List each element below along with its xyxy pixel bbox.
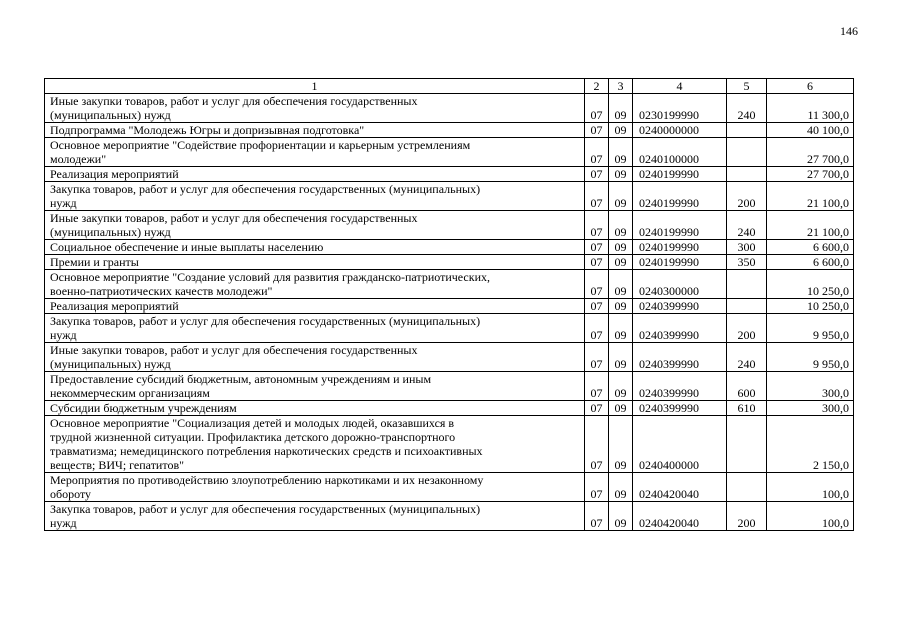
row-name-cell: Основное мероприятие "Создание условий для развития гражданско-патриотических, военно-патриотических качеств молодежи": [45, 270, 585, 299]
row-name-cell: Закупка товаров, работ и услуг для обеспечения государственных (муниципальных) нужд: [45, 182, 585, 211]
table-row: [45, 182, 854, 211]
header-cell: 4: [633, 79, 727, 94]
subsection-cell: 09: [609, 167, 633, 182]
section-cell: 07: [585, 94, 609, 123]
table-row: [45, 94, 854, 123]
table-row: [45, 240, 854, 255]
table-row: [45, 167, 854, 182]
subsection-cell: 09: [609, 416, 633, 473]
section-cell: 07: [585, 401, 609, 416]
row-name-cell: Основное мероприятие "Социализация детей и молодых людей, оказавшихся в трудной жизненной ситуации. Профилактика детского дорожно-транспортного травматизма; немедицинского потребления наркотических средств и психоактивных веществ; ВИЧ; гепатитов": [45, 416, 585, 473]
section-cell: 07: [585, 182, 609, 211]
table-row: [45, 401, 854, 416]
table-row: [45, 343, 854, 372]
subsection-cell: 09: [609, 372, 633, 401]
expense-type-cell: 200: [727, 314, 767, 343]
expense-type-cell: [727, 473, 767, 502]
subsection-cell: 09: [609, 182, 633, 211]
target-article-cell: 0240300000: [633, 270, 727, 299]
target-article-cell: 0240000000: [633, 123, 727, 138]
target-article-cell: 0240399990: [633, 299, 727, 314]
row-name-cell: Реализация мероприятий: [45, 167, 585, 182]
expense-type-cell: [727, 416, 767, 473]
target-article-cell: 0240399990: [633, 401, 727, 416]
table-row: [45, 255, 854, 270]
section-cell: 07: [585, 255, 609, 270]
subsection-cell: 09: [609, 401, 633, 416]
row-name-cell: Премии и гранты: [45, 255, 585, 270]
amount-cell: 27 700,0: [767, 167, 854, 182]
section-cell: 07: [585, 416, 609, 473]
section-cell: 07: [585, 473, 609, 502]
section-cell: 07: [585, 240, 609, 255]
row-name-cell: Закупка товаров, работ и услуг для обеспечения государственных (муниципальных) нужд: [45, 502, 585, 531]
table-row: [45, 502, 854, 531]
amount-cell: 300,0: [767, 401, 854, 416]
subsection-cell: 09: [609, 343, 633, 372]
target-article-cell: 0240399990: [633, 314, 727, 343]
amount-cell: 9 950,0: [767, 343, 854, 372]
expense-type-cell: [727, 270, 767, 299]
target-article-cell: 0240199990: [633, 182, 727, 211]
section-cell: 07: [585, 372, 609, 401]
table-header-row: [45, 79, 854, 94]
target-article-cell: 0240199990: [633, 255, 727, 270]
row-name-cell: Мероприятия по противодействию злоупотреблению наркотиками и их незаконному обороту: [45, 473, 585, 502]
expense-type-cell: [727, 299, 767, 314]
row-name-cell: Иные закупки товаров, работ и услуг для обеспечения государственных (муниципальных) нужд: [45, 94, 585, 123]
header-cell: 5: [727, 79, 767, 94]
table-row: [45, 314, 854, 343]
expense-type-cell: 200: [727, 502, 767, 531]
amount-cell: 21 100,0: [767, 182, 854, 211]
section-cell: 07: [585, 343, 609, 372]
target-article-cell: 0240199990: [633, 211, 727, 240]
row-name-cell: Иные закупки товаров, работ и услуг для обеспечения государственных (муниципальных) нужд: [45, 343, 585, 372]
table-row: [45, 299, 854, 314]
row-name-cell: Субсидии бюджетным учреждениям: [45, 401, 585, 416]
subsection-cell: 09: [609, 502, 633, 531]
expense-type-cell: 240: [727, 343, 767, 372]
amount-cell: 2 150,0: [767, 416, 854, 473]
section-cell: 07: [585, 167, 609, 182]
section-cell: 07: [585, 211, 609, 240]
subsection-cell: 09: [609, 211, 633, 240]
expense-type-cell: [727, 167, 767, 182]
target-article-cell: 0240420040: [633, 473, 727, 502]
table-row: [45, 372, 854, 401]
table-row: [45, 138, 854, 167]
section-cell: 07: [585, 299, 609, 314]
subsection-cell: 09: [609, 270, 633, 299]
target-article-cell: 0240199990: [633, 240, 727, 255]
table-row: [45, 270, 854, 299]
target-article-cell: 0240400000: [633, 416, 727, 473]
amount-cell: 21 100,0: [767, 211, 854, 240]
amount-cell: 9 950,0: [767, 314, 854, 343]
expense-type-cell: 300: [727, 240, 767, 255]
target-article-cell: 0230199990: [633, 94, 727, 123]
target-article-cell: 0240399990: [633, 372, 727, 401]
subsection-cell: 09: [609, 240, 633, 255]
header-cell: 2: [585, 79, 609, 94]
subsection-cell: 09: [609, 138, 633, 167]
row-name-cell: Социальное обеспечение и иные выплаты населению: [45, 240, 585, 255]
amount-cell: 10 250,0: [767, 299, 854, 314]
table-row: [45, 211, 854, 240]
header-cell: 6: [767, 79, 854, 94]
row-name-cell: Иные закупки товаров, работ и услуг для обеспечения государственных (муниципальных) нужд: [45, 211, 585, 240]
section-cell: 07: [585, 138, 609, 167]
expense-type-cell: 240: [727, 94, 767, 123]
amount-cell: 11 300,0: [767, 94, 854, 123]
table-row: [45, 473, 854, 502]
expense-type-cell: [727, 138, 767, 167]
amount-cell: 300,0: [767, 372, 854, 401]
row-name-cell: Основное мероприятие "Содействие профориентации и карьерным устремлениям молодежи": [45, 138, 585, 167]
row-name-cell: Реализация мероприятий: [45, 299, 585, 314]
section-cell: 07: [585, 123, 609, 138]
section-cell: 07: [585, 502, 609, 531]
amount-cell: 27 700,0: [767, 138, 854, 167]
section-cell: 07: [585, 314, 609, 343]
subsection-cell: 09: [609, 94, 633, 123]
amount-cell: 100,0: [767, 502, 854, 531]
target-article-cell: 0240199990: [633, 167, 727, 182]
expense-type-cell: 600: [727, 372, 767, 401]
row-name-cell: Подпрограмма "Молодежь Югры и допризывная подготовка": [45, 123, 585, 138]
table-row: [45, 123, 854, 138]
header-cell: 3: [609, 79, 633, 94]
subsection-cell: 09: [609, 473, 633, 502]
expense-type-cell: 200: [727, 182, 767, 211]
target-article-cell: 0240420040: [633, 502, 727, 531]
table-row: [45, 416, 854, 473]
row-name-cell: Предоставление субсидий бюджетным, автономным учреждениям и иным некоммерческим организациям: [45, 372, 585, 401]
row-name-cell: Закупка товаров, работ и услуг для обеспечения государственных (муниципальных) нужд: [45, 314, 585, 343]
amount-cell: 10 250,0: [767, 270, 854, 299]
amount-cell: 100,0: [767, 473, 854, 502]
page-number: 146: [840, 24, 858, 38]
expense-type-cell: [727, 123, 767, 138]
budget-table-body: [45, 79, 854, 531]
expense-type-cell: 240: [727, 211, 767, 240]
subsection-cell: 09: [609, 255, 633, 270]
subsection-cell: 09: [609, 299, 633, 314]
target-article-cell: 0240399990: [633, 343, 727, 372]
amount-cell: 40 100,0: [767, 123, 854, 138]
target-article-cell: 0240100000: [633, 138, 727, 167]
subsection-cell: 09: [609, 123, 633, 138]
amount-cell: 6 600,0: [767, 240, 854, 255]
expense-type-cell: 350: [727, 255, 767, 270]
amount-cell: 6 600,0: [767, 255, 854, 270]
section-cell: 07: [585, 270, 609, 299]
subsection-cell: 09: [609, 314, 633, 343]
header-cell: 1: [45, 79, 585, 94]
budget-table: [44, 78, 854, 531]
expense-type-cell: 610: [727, 401, 767, 416]
